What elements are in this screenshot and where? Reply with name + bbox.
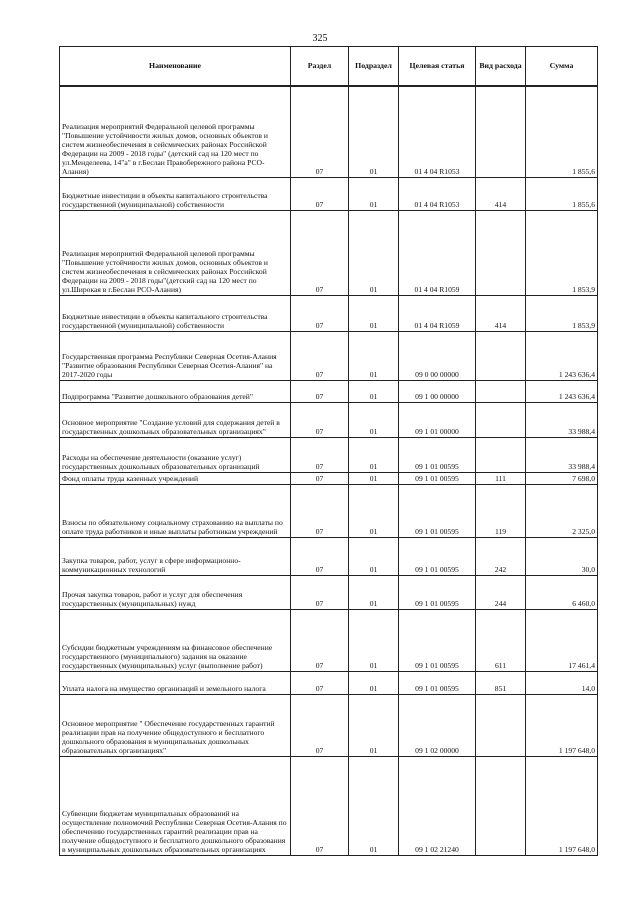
row-section: 07 (291, 472, 349, 484)
row-section: 07 (291, 177, 349, 210)
row-name: Закупка товаров, работ, услуг в сфере информационно-коммуникационных технологий (60, 537, 291, 575)
row-amount: 30,0 (526, 537, 598, 575)
row-subsection: 01 (349, 609, 399, 671)
row-expense-type: 244 (476, 575, 526, 609)
header-subsection: Подраздел (349, 47, 399, 87)
row-target-item: 09 1 02 00000 (399, 694, 476, 756)
row-subsection: 01 (349, 671, 399, 694)
row-target-item: 09 1 01 00595 (399, 575, 476, 609)
table-row (60, 86, 598, 177)
row-name: Реализация мероприятий Федеральной целевой программы "Повышение устойчивости жилых домов, основных объектов и систем жизнеобеспечения в сейсмических районах Российской Федерации на 2009 - 2018 годы" (детский сад на 120 мест по ул.Менделеева, 14"а" в г.Беслан Правобережного района РСО-Алания) (60, 86, 291, 177)
row-subsection: 01 (349, 484, 399, 537)
row-name: Бюджетные инвестиции в объекты капитального строительства государственной (муниципальной) собственности (60, 177, 291, 210)
header-amount: Сумма (526, 47, 598, 87)
row-expense-type (476, 402, 526, 437)
row-target-item: 01 4 04 R1059 (399, 295, 476, 331)
row-section: 07 (291, 609, 349, 671)
row-name: Расходы на обеспечение деятельности (оказание услуг) государственных дошкольных образовательных организаций (60, 437, 291, 472)
row-amount: 1 853,9 (526, 295, 598, 331)
table-row (60, 694, 598, 756)
row-target-item: 09 1 01 00000 (399, 402, 476, 437)
row-expense-type: 242 (476, 537, 526, 575)
row-expense-type: 119 (476, 484, 526, 537)
row-subsection: 01 (349, 380, 399, 402)
row-amount: 14,0 (526, 671, 598, 694)
row-section: 07 (291, 537, 349, 575)
header-name: Наименование (60, 47, 291, 87)
row-expense-type (476, 380, 526, 402)
row-name: Основное мероприятие " Обеспечение государственных гарантий реализации прав на получение общедоступного и бесплатного дошкольного образования в муниципальных дошкольных образовательных организациях" (60, 694, 291, 756)
table-row (60, 671, 598, 694)
table-row (60, 210, 598, 295)
table-row (60, 472, 598, 484)
header-section: Раздел (291, 47, 349, 87)
row-amount: 1 855,6 (526, 86, 598, 177)
row-name: Взносы по обязательному социальному страхованию на выплаты по оплате труда работников и иные выплаты работникам учреждений (60, 484, 291, 537)
row-target-item: 09 1 01 00595 (399, 484, 476, 537)
row-amount: 1 243 636,4 (526, 380, 598, 402)
row-expense-type: 851 (476, 671, 526, 694)
table-row (60, 537, 598, 575)
table-row (60, 609, 598, 671)
row-subsection: 01 (349, 472, 399, 484)
row-section: 07 (291, 671, 349, 694)
table-row (60, 484, 598, 537)
row-amount: 1 853,9 (526, 210, 598, 295)
row-target-item: 01 4 04 R1053 (399, 177, 476, 210)
row-amount: 7 698,0 (526, 472, 598, 484)
row-target-item: 01 4 04 R1059 (399, 210, 476, 295)
row-name: Бюджетные инвестиции в объекты капитального строительства государственной (муниципальной) собственности (60, 295, 291, 331)
row-section: 07 (291, 86, 349, 177)
row-section: 07 (291, 694, 349, 756)
row-section: 07 (291, 380, 349, 402)
row-subsection: 01 (349, 537, 399, 575)
row-name: Реализация мероприятий Федеральной целевой программы "Повышение устойчивости жилых домов, основных объектов и систем жизнеобеспечения в сейсмических районах Российской Федерации на 2009 - 2018 годы"(детский сад на 120 мест по ул.Широкая в г.Беслан РСО-Алания) (60, 210, 291, 295)
row-name: Уплата налога на имущество организаций и земельного налога (60, 671, 291, 694)
row-amount: 2 325,0 (526, 484, 598, 537)
row-name: Фонд оплаты труда казенных учреждений (60, 472, 291, 484)
row-amount: 17 461,4 (526, 609, 598, 671)
row-subsection: 01 (349, 437, 399, 472)
table-row (60, 437, 598, 472)
page-number: 325 (312, 33, 328, 44)
row-section: 07 (291, 575, 349, 609)
row-expense-type (476, 86, 526, 177)
table-row (60, 575, 598, 609)
row-amount: 1 197 648,0 (526, 756, 598, 855)
row-name: Прочая закупка товаров, работ и услуг для обеспечения государственных (муниципальных) нужд (60, 575, 291, 609)
row-target-item: 09 1 01 00595 (399, 437, 476, 472)
table-row (60, 380, 598, 402)
row-subsection: 01 (349, 86, 399, 177)
row-target-item: 09 1 01 00595 (399, 671, 476, 694)
row-target-item: 09 0 00 00000 (399, 331, 476, 380)
header-target-item: Целевая статья (399, 47, 476, 87)
row-expense-type (476, 437, 526, 472)
row-expense-type (476, 331, 526, 380)
table-header (60, 47, 598, 87)
table-body (60, 86, 598, 855)
row-subsection: 01 (349, 756, 399, 855)
row-expense-type: 414 (476, 295, 526, 331)
row-name: Государственная программа Республики Северная Осетия-Алания "Развитие образования Республики Северная Осетия-Алания" на 2017-2020 годы (60, 331, 291, 380)
row-amount: 33 988,4 (526, 437, 598, 472)
table-row (60, 331, 598, 380)
header-expense-type: Вид расхода (476, 47, 526, 87)
row-section: 07 (291, 295, 349, 331)
row-amount: 1 855,6 (526, 177, 598, 210)
row-subsection: 01 (349, 177, 399, 210)
row-name: Субсидии бюджетным учреждениям на финансовое обеспечение государственного (муниципального) задания на оказание государственных (муниципальных) услуг (выполнение работ) (60, 609, 291, 671)
row-expense-type: 611 (476, 609, 526, 671)
table-row (60, 756, 598, 855)
row-expense-type (476, 756, 526, 855)
row-section: 07 (291, 402, 349, 437)
row-target-item: 09 1 00 00000 (399, 380, 476, 402)
table-row (60, 402, 598, 437)
row-target-item: 09 1 01 00595 (399, 537, 476, 575)
row-amount: 6 460,0 (526, 575, 598, 609)
row-subsection: 01 (349, 295, 399, 331)
budget-table (59, 46, 598, 856)
row-section: 07 (291, 484, 349, 537)
row-expense-type (476, 694, 526, 756)
row-expense-type: 414 (476, 177, 526, 210)
row-section: 07 (291, 331, 349, 380)
row-subsection: 01 (349, 694, 399, 756)
row-expense-type: 111 (476, 472, 526, 484)
row-name: Основное мероприятие "Создание условий для содержания детей в государственных дошкольных образовательных организациях" (60, 402, 291, 437)
row-section: 07 (291, 756, 349, 855)
row-section: 07 (291, 437, 349, 472)
row-subsection: 01 (349, 331, 399, 380)
row-amount: 33 988,4 (526, 402, 598, 437)
row-target-item: 09 1 02 21240 (399, 756, 476, 855)
row-subsection: 01 (349, 402, 399, 437)
row-subsection: 01 (349, 210, 399, 295)
row-amount: 1 197 648,0 (526, 694, 598, 756)
row-target-item: 09 1 01 00595 (399, 609, 476, 671)
table-row (60, 295, 598, 331)
row-name: Подпрограмма "Развитие дошкольного образования детей" (60, 380, 291, 402)
header-row (60, 47, 598, 87)
row-amount: 1 243 636,4 (526, 331, 598, 380)
row-section: 07 (291, 210, 349, 295)
row-subsection: 01 (349, 575, 399, 609)
row-name: Субвенции бюджетам муниципальных образований на осуществление полномочий Республики Северная Осетия-Алания по обеспечению государственных гарантий реализации прав на получение общедоступного и бесплатного дошкольного образования в муниципальных дошкольных образовательных организациях (60, 756, 291, 855)
row-expense-type (476, 210, 526, 295)
row-target-item: 09 1 01 00595 (399, 472, 476, 484)
table-row (60, 177, 598, 210)
row-target-item: 01 4 04 R1053 (399, 86, 476, 177)
